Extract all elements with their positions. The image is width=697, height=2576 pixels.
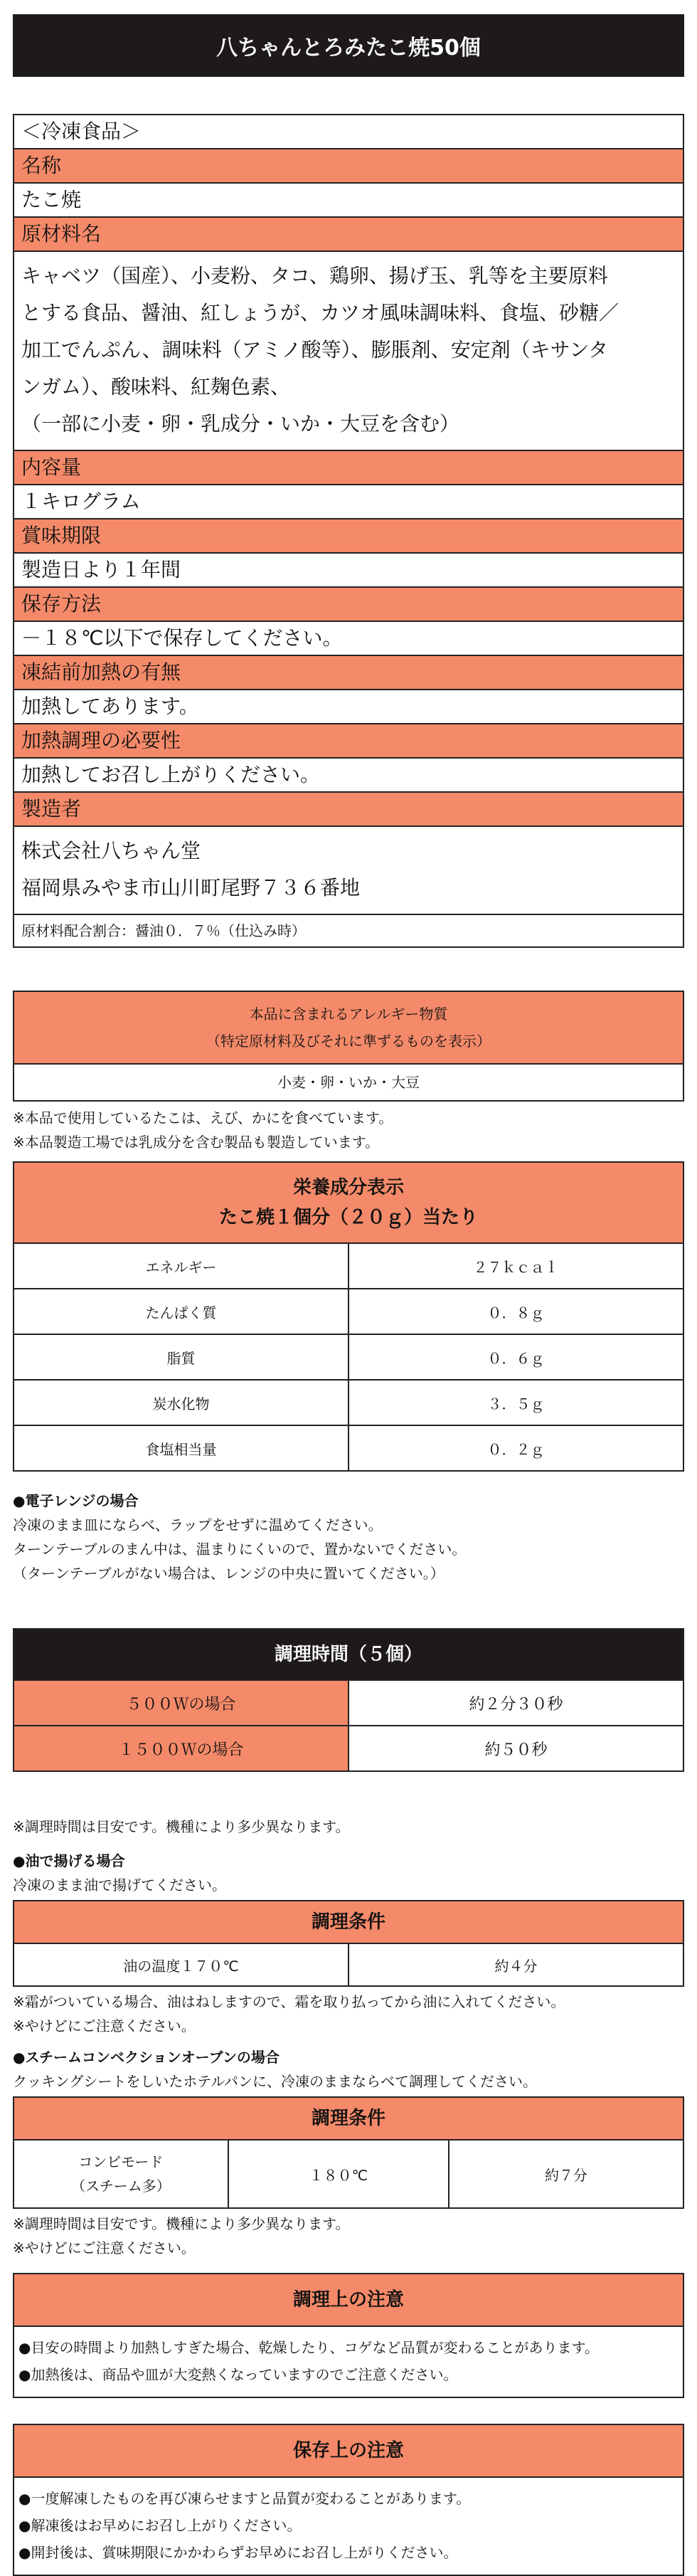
microwave-heading: ●電子レンジの場合 bbox=[13, 1492, 139, 1509]
spec-preheat-value: 加熱してあります。 bbox=[14, 689, 683, 723]
oil-condition-title: 調理条件 bbox=[14, 1901, 683, 1943]
caution-line: ●加熱後は、商品や皿が大変熱くなっていますのでご注意ください。 bbox=[18, 2366, 458, 2383]
cooktime-note: ※調理時間は目安です。機種により多少異なります。 bbox=[13, 1818, 350, 1835]
nutrition-header bbox=[14, 1163, 683, 1242]
nutrient-value: ３．５ｇ bbox=[348, 1380, 683, 1425]
allergy-items: 小麦・卵・いか・大豆 bbox=[14, 1063, 683, 1100]
ingredients-line: ンガム）、酸味料、紅麹色素、 bbox=[21, 375, 291, 398]
cook-time-value: 約５０秒 bbox=[348, 1726, 683, 1770]
oil-notes bbox=[13, 1990, 684, 2038]
steam-temperature: １８０℃ bbox=[228, 2140, 449, 2207]
storage-caution-body bbox=[14, 2478, 683, 2575]
spec-storage-label: 保存方法 bbox=[14, 586, 683, 621]
storage-caution-title: 保存上の注意 bbox=[14, 2425, 683, 2478]
spec-category: ＜冷凍食品＞ bbox=[21, 120, 142, 143]
table-row bbox=[14, 1425, 683, 1470]
allergy-note: ※本品で使用しているたこは、えび、かにを食べています。 bbox=[13, 1109, 393, 1126]
spec-maker-value bbox=[14, 825, 683, 914]
allergy-note: ※本品製造工場では乳成分を含む製品も製造しています。 bbox=[13, 1134, 380, 1151]
wattage-label: ５００Ｗの場合 bbox=[14, 1680, 348, 1726]
steam-note: ※調理時間は目安です。機種により多少異なります。 bbox=[13, 2215, 350, 2232]
spec-content-label: 内容量 bbox=[14, 450, 683, 484]
oil-condition-box bbox=[13, 1900, 684, 1987]
nutrition-title: 栄養成分表示 bbox=[292, 1177, 404, 1198]
nutrition-table bbox=[14, 1242, 683, 1470]
steam-heading: ●スチームコンベクションオーブンの場合 bbox=[13, 2049, 280, 2066]
table-row bbox=[14, 2140, 683, 2207]
maker-address: 福岡県みやま市山川町尾野７３６番地 bbox=[21, 876, 361, 899]
spec-storage-value: －１８℃以下で保存してください。 bbox=[14, 621, 683, 655]
allergy-title: 本品に含まれるアレルギー物質 bbox=[249, 1005, 448, 1023]
steam-time: 約７分 bbox=[449, 2140, 683, 2207]
spec-ingredients-label: 原材料名 bbox=[14, 216, 683, 250]
steam-condition-title: 調理条件 bbox=[14, 2098, 683, 2139]
oil-condition-table bbox=[14, 1943, 683, 1985]
oil-line: 冷凍のまま油で揚げてください。 bbox=[13, 1876, 226, 1894]
oil-heading: ●油で揚げる場合 bbox=[13, 1852, 125, 1869]
product-label-page bbox=[13, 14, 684, 2576]
storage-caution-box bbox=[13, 2424, 684, 2576]
table-row bbox=[14, 1289, 683, 1334]
nutrient-label: たんぱく質 bbox=[14, 1289, 348, 1334]
microwave-line: （ターンテーブルがない場合は、レンジの中央に置いてください。） bbox=[13, 1565, 445, 1582]
spec-expiry-value: 製造日より１年間 bbox=[14, 552, 683, 586]
spec-table bbox=[13, 114, 684, 948]
oil-time: 約４分 bbox=[348, 1943, 683, 1985]
nutrient-value: ０．８ｇ bbox=[348, 1289, 683, 1334]
spec-name-label: 名称 bbox=[14, 148, 683, 182]
nutrition-subtitle: たこ焼１個分（２０ｇ）当たり bbox=[218, 1207, 478, 1228]
nutrient-label: 食塩相当量 bbox=[14, 1425, 348, 1470]
allergy-subtitle: （特定原材料及びそれに準ずるものを表示） bbox=[206, 1033, 491, 1050]
cooking-caution-title: 調理上の注意 bbox=[14, 2274, 683, 2327]
microwave-line: 冷凍のまま皿にならべ、ラップをせずに温めてください。 bbox=[13, 1516, 383, 1534]
cook-time-value: 約２分３０秒 bbox=[348, 1680, 683, 1726]
microwave-section bbox=[13, 1489, 684, 1585]
oil-note: ※霜がついている場合、油はねしますので、霜を取り払ってから油に入れてください。 bbox=[13, 1993, 565, 2010]
nutrient-label: エネルギー bbox=[14, 1243, 348, 1289]
ingredients-line: 加工でんぷん、調味料（アミノ酸等）、膨脹剤、安定剤（キサンタ bbox=[21, 338, 609, 361]
product-title-bar bbox=[13, 14, 684, 77]
nutrient-label: 脂質 bbox=[14, 1334, 348, 1380]
steam-condition-box bbox=[13, 2096, 684, 2209]
table-row bbox=[14, 1943, 683, 1985]
wattage-label: １５００Ｗの場合 bbox=[14, 1726, 348, 1770]
cooking-caution-body bbox=[14, 2327, 683, 2397]
caution-line: ●解凍後はお早めにお召し上がりください。 bbox=[18, 2517, 302, 2534]
nutrient-value: ０．６ｇ bbox=[348, 1334, 683, 1380]
spec-cooking-value: 加熱してお召し上がりください。 bbox=[14, 757, 683, 791]
product-title: 八ちゃんとろみたこ焼50個 bbox=[216, 36, 481, 60]
steam-condition-table bbox=[14, 2139, 683, 2207]
spec-preheat-label: 凍結前加熱の有無 bbox=[14, 655, 683, 689]
table-row bbox=[14, 1680, 683, 1726]
cooktime-title: 調理時間（５個） bbox=[14, 1630, 683, 1679]
allergy-notes bbox=[13, 1106, 684, 1154]
spec-content-value: １キログラム bbox=[14, 484, 683, 518]
steam-notes bbox=[13, 2212, 684, 2260]
nutrient-value: ０．２ｇ bbox=[348, 1425, 683, 1470]
oil-note: ※やけどにご注意ください。 bbox=[13, 2017, 196, 2034]
nutrient-value: ２７ｋｃａｌ bbox=[348, 1243, 683, 1289]
oil-temperature: 油の温度１７０℃ bbox=[14, 1943, 348, 1985]
table-row bbox=[14, 1334, 683, 1380]
allergy-header bbox=[14, 992, 683, 1063]
ingredients-line: （一部に小麦・卵・乳成分・いか・大豆を含む） bbox=[21, 412, 460, 436]
cooktime-box bbox=[13, 1628, 684, 1772]
ingredients-line: キャベツ（国産）、小麦粉、タコ、鶏卵、揚げ玉、乳等を主要原料 bbox=[21, 264, 608, 287]
table-row bbox=[14, 1726, 683, 1770]
steam-section bbox=[13, 2045, 684, 2094]
allergy-box bbox=[13, 991, 684, 1102]
ingredients-line: とする食品、醤油、紅しょうが、カツオ風味調味料、食塩、砂糖／ bbox=[21, 301, 619, 324]
spec-cooking-label: 加熱調理の必要性 bbox=[14, 723, 683, 757]
table-row bbox=[14, 1380, 683, 1425]
spec-name-value: たこ焼 bbox=[14, 182, 683, 216]
caution-line: ●開封後は、賞味期限にかかわらずお早めにお召し上がりください。 bbox=[18, 2544, 458, 2561]
steam-mode-detail: （スチーム多） bbox=[71, 2178, 171, 2195]
spec-maker-label: 製造者 bbox=[14, 791, 683, 825]
steam-line: クッキングシートをしいたホテルパンに、冷凍のままならべて調理してください。 bbox=[13, 2073, 537, 2090]
cooktime-table bbox=[14, 1679, 683, 1770]
microwave-line: ターンテーブルのまん中は、温まりにくいので、置かないでください。 bbox=[13, 1541, 467, 1558]
caution-line: ●目安の時間より加熱しすぎた場合、乾燥したり、コゲなど品質が変わることがあります。 bbox=[18, 2339, 599, 2356]
spec-ingredients-value bbox=[14, 250, 683, 450]
spec-expiry-label: 賞味期限 bbox=[14, 518, 683, 552]
table-row bbox=[14, 1243, 683, 1289]
nutrition-box bbox=[13, 1161, 684, 1472]
caution-line: ●一度解凍したものを再び凍らせますと品質が変わることがあります。 bbox=[18, 2490, 471, 2507]
maker-name: 株式会社八ちゃん堂 bbox=[21, 839, 201, 862]
spec-ratio-note: 原材料配合割合：醤油０．７％（仕込み時） bbox=[14, 914, 683, 946]
nutrient-label: 炭水化物 bbox=[14, 1380, 348, 1425]
steam-note: ※やけどにご注意ください。 bbox=[13, 2239, 196, 2256]
steam-mode bbox=[14, 2140, 228, 2207]
cooking-caution-box bbox=[13, 2273, 684, 2398]
oil-section bbox=[13, 1849, 684, 1897]
steam-mode-name: コンビモード bbox=[78, 2153, 164, 2170]
